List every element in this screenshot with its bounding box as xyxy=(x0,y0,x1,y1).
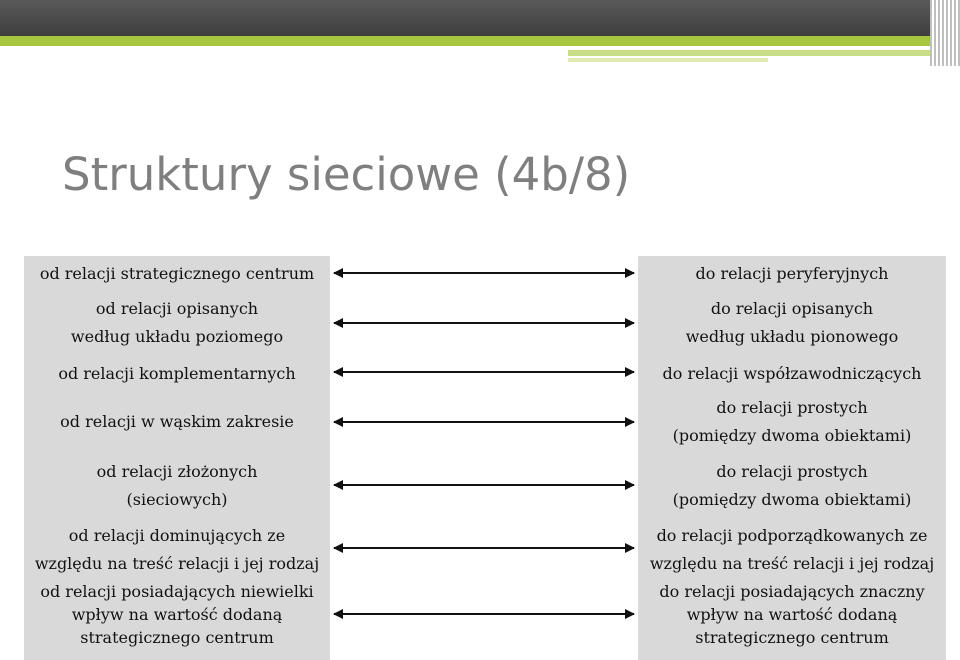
right-item: do relacji współzawodniczących xyxy=(662,364,922,383)
left-item: od relacji w wąskim zakresie xyxy=(60,412,294,431)
right-item: do relacji prostych (pomiędzy dwoma obiektami) xyxy=(672,462,912,509)
left-item: od relacji opisanych według układu poziomego xyxy=(70,299,284,346)
left-item: od relacji dominujących ze względu na treść relacji i jej rodzaj xyxy=(34,526,320,573)
right-item: do relacji peryferyjnych xyxy=(695,264,889,283)
right-item: do relacji posiadających znaczny wpływ na wartość dodaną strategicznego centrum xyxy=(659,582,925,647)
right-item: do relacji podporządkowanych ze względu na treść relacji i jej rodzaj xyxy=(649,526,935,573)
left-item: od relacji posiadających niewielki wpływ na wartość dodaną strategicznego centrum xyxy=(40,582,314,647)
left-item: od relacji komplementarnych xyxy=(58,364,296,383)
right-item: do relacji prostych (pomiędzy dwoma obiektami) xyxy=(672,398,912,445)
left-item: od relacji strategicznego centrum xyxy=(39,264,315,283)
right-item: do relacji opisanych według układu pionowego xyxy=(685,299,899,346)
left-item: od relacji złożonych (sieciowych) xyxy=(96,462,258,509)
slide-title: Struktury sieciowe (4b/8) xyxy=(62,148,631,201)
